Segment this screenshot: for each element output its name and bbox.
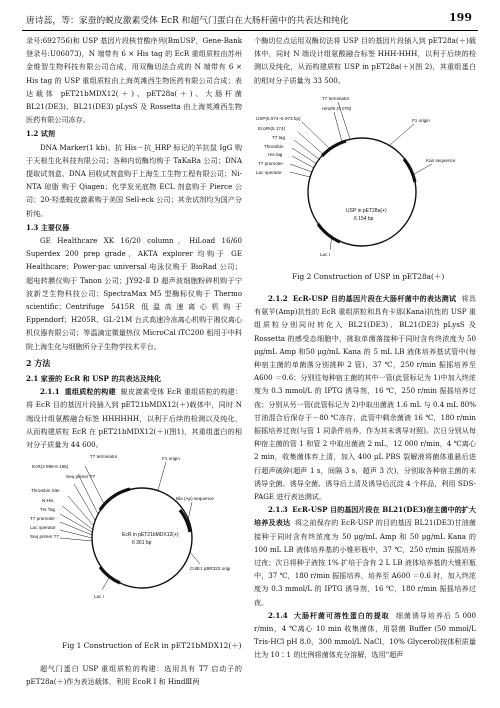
label-seq-primer: Seq primer T7 [66, 474, 96, 479]
label-t7-terminator: T7 terminator [322, 96, 350, 101]
heading-2-1-1: 2.1.1 [40, 387, 60, 397]
right-column-top [254, 34, 476, 87]
label-hindiii: HindIII (5 079) [322, 106, 352, 111]
label-lac-operator: Lac operator [256, 170, 282, 175]
para-expression-test-text: 将具有氨苄(Amp)抗性的 EcR 重组质粒和具有卡那(Kana)抗性的 USP 重组质粒分别同时转化入 BL21(DE3)、BL21(DE3) pLysS 及 Rossetta 的感受态细胞中，挑取单菌落接种于同时含有终浓度为 50 μg/mL Amp 和50 μg/mL Kana 的 5 mL LB 液体培养基试管中(每种宿主菌的单菌落分别挑种 2 管)，37 ℃，250 r/min 振摇培养至 A600 ＝0.6；分别往每种宿主菌的其中一管(此管标记为 1)中加入终浓度为 0.3 mmol/L 的 IPTG 诱导剂，16 ℃，250 r/min 振摇培养过夜；分别从另一管(此管标记为 2)中取出菌液 1.6 mL 与 0.4 mL 80% 甘油混合后保存于－80 ℃冻存，此管中剩余菌液 16 ℃，180 r/min 振摇培养过夜(与管 1 同条件培养，作为其未诱导对照)。次日分别从每种宿主菌的管 1 和管 2 中取出菌液 2 mL，12 000 r/min，4 ℃离心 2 min，收集菌体弃上清，加入 400 μL PBS 裂解液将菌体重悬后进行超声破碎(超声 1 s，间隔 3 s，超声 3 次)，分别取各种宿主菌的未诱导全菌、诱导全菌、诱导后上清及诱导后沉淀 4 个样品，利用 SDS-PAGE 进行表达测试。 [254, 294, 477, 502]
figure-1-caption: Fig 1 Construction of EcR in pET21bMDX12(＋) [62, 641, 242, 650]
heading-2-1-2-title: EcR-USP 目的基因片段在大肠杆菌中的表达测试 [292, 294, 457, 303]
page-number: 199 [449, 11, 472, 24]
para-scale-up-text: 将之前保存的 EcR-USP 的目的基因 BL21(DE3)甘油菌接种于同时含有终浓度为 50 μg/mL Amp 和 50 μg/mL Kana 的 100 mL LB 液体培养基的小锥形瓶中，37 ℃，250 r/min 振摇培养过夜；次日将种子液按 1% 扩培于含有 2 L LB 液体培养基的大锥形瓶中，37 ℃，180 r/min 振摇培养，培养至 A600 ＝0.6 时，加入终浓度为 0.3 mmol/L 的 IPTG 诱导剂，16 ℃，180 r/min 振摇培养过夜。 [254, 518, 476, 607]
running-title: 唐诗蕊，等：家蚕的蜕皮激素受体 EcR 和超气门蛋白在大肠杆菌中的共表达和纯化 [26, 16, 349, 26]
para-reagents: DNA Marker(1 kb)、抗 His－抗_HRP 标记的羊抗鼠 IgG 购于天根生化科技有限公司；各种内切酶均购于 TaKaRa 公司；DNA 提取试剂盒、DNA 回收试剂盒购于上海生工生物工程有限公司；Ni-NTA 琼脂 购于 Qiagen；化学发光底物 ECL 剂盒购于 Pierce 公司；20-羟基蜕皮激素购于美国 Sell-eck 公司；其余试剂均为国产分析纯。 [26, 142, 242, 218]
plasmid-size: 6 361 bp [132, 540, 152, 546]
label-t7-terminator: T7 terminator [90, 454, 118, 459]
label-ecori: EcoRI(5 174) [258, 126, 286, 131]
heading-2-1-3-title: EcR-USP 目的基因片段在 BL21(DE3)宿主菌中的扩大培养及表达 [254, 505, 476, 528]
heading-2-1-2: 2.1.2 [268, 294, 288, 303]
para-extraction-text: 细菌诱导培养后 5 000 r/min，4 ℃离心 10 min 收集菌体，用裂菌 Buffer (50 mmol/L Tris-HCl pH 8.0，300 mmol/L NaCl，10% Glycerol)按体积质量比为 10∶1 的比例将菌体充分溶解，选用“超声 [254, 610, 476, 660]
label-f1-origin: F1 origin [412, 118, 430, 123]
para-instruments: GE Healthcare XK 16/20 column，HiLoad 16/60 Superdex 200 prep grade，AKTA explorer 均购于 GE Healthcare；Power-pac universal 电泳仪购于 BioRad 公司；超电转膜仪购于 Tanon 公司；JY92-Ⅱ D 超声波细胞粉碎机购于宁波新芝生物科技公司；SpectraMax M5 型酶标仪购于 Thermo scientific；Centrifuge 5415R 低温高速离心机购于 Eppendorf；H205R、GL-21M 台式高速冷冻离心机购于湘仪离心机仪器有限公司；等温滴定微量热仪 MicroCal iTC200 租用于中科院上海生化与细胞所分子生物学技术平台。 [26, 236, 242, 351]
label-ecr-range: EcR(4 996-6 195) [32, 464, 69, 469]
para-expression-test [254, 292, 476, 503]
para-ecr-construction-text: 蜕皮激素受体 EcR 重组质粒的构建：将 EcR 目的基因片段插入到 pET21bMDX12(＋)载体中，同时 N 端设计组氨酸融合标签 HHHHHH，以利于后续的检测以及纯化，从而构建质粒 EcR 在 pET21bMDX12(＋)(图1)，其重组蛋白的相对分子质量为 44 600。 [26, 387, 243, 450]
figure-2-caption: Fig 2 Construction of USP in pET28a(＋) [292, 272, 445, 281]
heading-2-1-3: 2.1.3 [268, 505, 288, 515]
para-extraction [254, 609, 476, 662]
plasmid-size: 6 154 bp [354, 216, 374, 222]
label-thrombin: Thrombin [264, 144, 284, 149]
label-t7-promoter: T7 promoter [258, 161, 284, 166]
para-ecr-construction [26, 385, 242, 451]
left-column [26, 34, 242, 451]
label-seq-primer-2: Seq primer T7 [30, 534, 60, 539]
heading-1-3: 1.3 主要仪器 [26, 222, 70, 232]
usp-arc [322, 141, 346, 156]
kan-arc [404, 159, 415, 182]
figure-1-plasmid-map [30, 452, 245, 610]
running-header [22, 6, 478, 31]
label-f1-origin: F1 origin [162, 456, 180, 461]
label-thrombin: Thrombin Site [31, 488, 60, 493]
heading-2-1-4-title: 大肠杆菌可溶性蛋白的提取 [294, 610, 390, 620]
para-materials-source: 录号:692756)和 USP 基因片段核苷酸序列(BmUSP，Gene-Bank 登录号:U06073)，N 端带有 6 × His tag 的 EcR 重组质粒由苏州金维智生物科技有限公司合成，用双酶切法合成的 N 端带有 6 × His tag 的 USP 重组质粒由上海英滩西生物医药有限公司合成；表达载体 pET21bMDX12(＋)、pET28a(＋)、大肠杆菌 BL21(DE3)、BL21(DE3) pLysS 及 Rossetta 由上海英滩西生物医药有限公司冻存。 [26, 36, 242, 125]
label-his-tag: His tag [268, 152, 283, 157]
label-bla: Bla (Ap) sequence [176, 496, 214, 501]
figure-2-plasmid-map [254, 92, 476, 260]
label-laci: Lac I [320, 252, 330, 257]
laci-arc [100, 567, 120, 583]
para-usp-construction: 超气门蛋白 USP 重组质粒的构建：选用具有 T7 启动子的 pET28a(＋)作为表达载体，利用 EcoR Ⅰ 和 HindⅢ两 [26, 664, 242, 687]
label-usp-range: USP(5 074~5 973 bp) [256, 116, 301, 121]
label-trs-tag: Trs Tag [40, 507, 56, 512]
heading-1-2: 1.2 试剂 [26, 129, 55, 139]
label-t7-promoter: T7 promoter [30, 516, 56, 521]
left-column-tail [26, 662, 242, 688]
right-column-body [254, 292, 476, 662]
label-cole1: ColE1 pBR322 origi [190, 566, 231, 571]
label-n-his: N-His [42, 498, 54, 503]
plasmid-name: EcR in pET21bMDX12(+) [122, 532, 179, 538]
laci-arc [318, 224, 340, 242]
label-laci: Lac I [94, 594, 104, 599]
heading-2-1-1-title: 重组质粒的构建 [64, 387, 116, 397]
heading-2-1-4: 2.1.4 [268, 610, 288, 620]
para-scale-up [254, 503, 476, 609]
label-kan: Kan sequence [426, 158, 456, 163]
heading-2-1: 2.1 家蚕的 EcR 和 USP 的共表达及纯化 [26, 374, 161, 384]
plasmid-name: USP in pET28a(+) [346, 208, 387, 214]
para-usp-continued: 个酶切位点运用双酶切法将 USP 目的基因片段插入到 pET28a(＋)载体中，同时 N 端设计组氨酸融合标签 HHH-HHH，以利于后续的检测以及纯化，从而构建质粒 USP in pET28a(＋)(图 2)，其重组蛋白的相对分子质量为 33 500。 [254, 36, 476, 85]
heading-2: 2 方法 [26, 357, 51, 368]
label-lac-operator: Lac operator [30, 525, 56, 530]
label-t7-tag: T7 tag [272, 135, 286, 140]
ecr-arc [100, 489, 130, 510]
